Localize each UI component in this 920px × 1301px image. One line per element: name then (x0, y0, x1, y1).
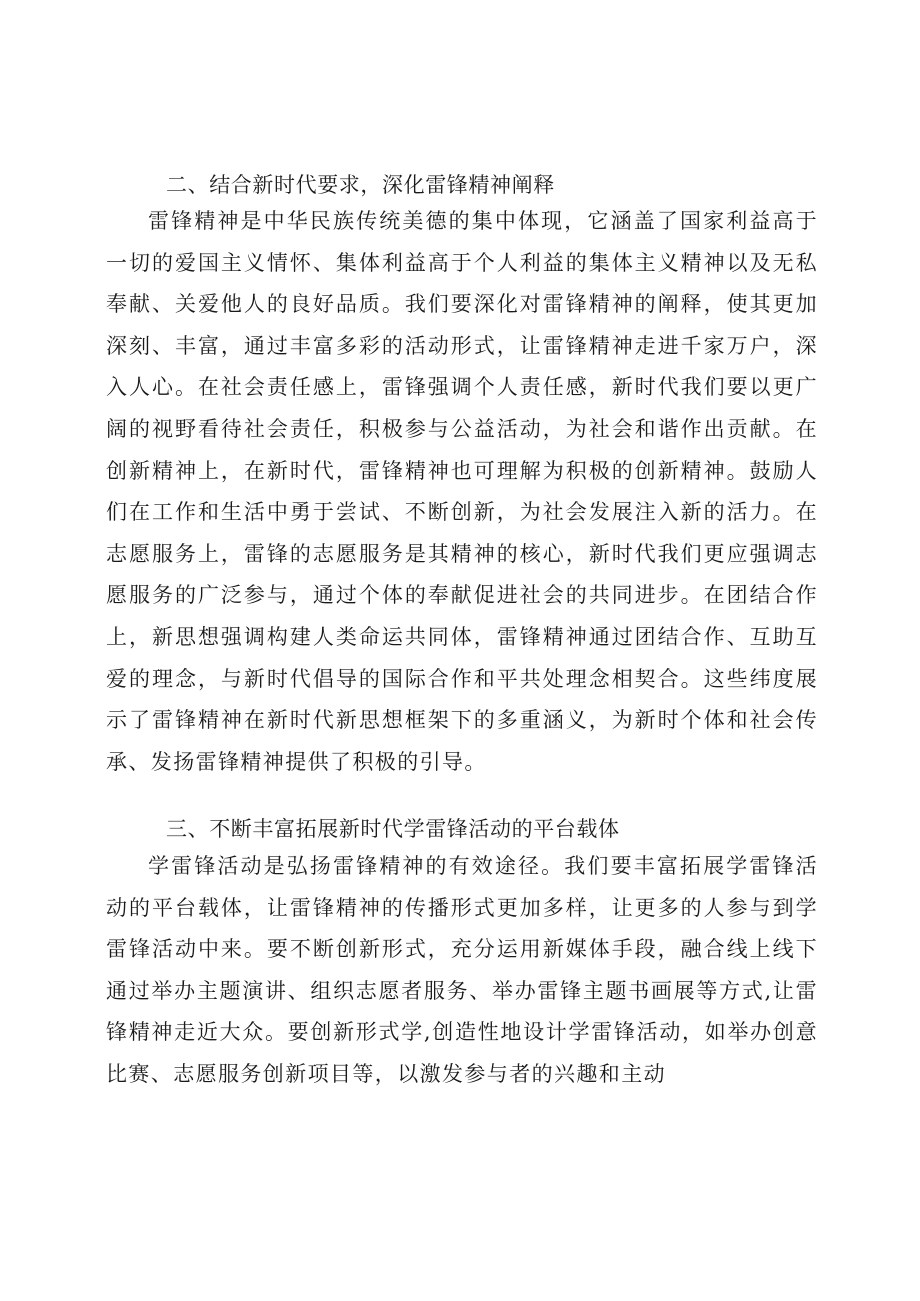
section-paragraph-2: 雷锋精神是中华民族传统美德的集中体现，它涵盖了国家利益高于一切的爱国主义情怀、集体利益高于个人利益的集体主义精神以及无私奉献、关爱他人的良好品质。我们要深化对雷锋精神的阐释，使其更加深刻、丰富，通过丰富多彩的活动形式，让雷锋精神走进千家万户，深入人心。在社会责任感上，雷锋强调个人责任感，新时代我们要以更广阔的视野看待社会责任，积极参与公益活动，为社会和谐作出贡献。在创新精神上，在新时代，雷锋精神也可理解为积极的创新精神。鼓励人们在工作和生活中勇于尝试、不断创新，为社会发展注入新的活力。在志愿服务上，雷锋的志愿服务是其精神的核心，新时代我们更应强调志愿服务的广泛参与，通过个体的奉献促进社会的共同进步。在团结合作上，新思想强调构建人类命运共同体，雷锋精神通过团结合作、互助互爱的理念，与新时代倡导的国际合作和平共处理念相契合。这些纬度展示了雷锋精神在新时代新思想框架下的多重涵义，为新时个体和社会传承、发扬雷锋精神提供了积极的引导。 (106, 209, 818, 774)
section-heading-3: 三、不断丰富拓展新时代学雷锋活动的平台载体 (166, 817, 620, 841)
section-paragraph-3: 学雷锋活动是弘扬雷锋精神的有效途径。我们要丰富拓展学雷锋活动的平台载体，让雷锋精神的传播形式更加多样，让更多的人参与到学雷锋活动中来。要不断创新形式，充分运用新媒体手段，融合线上线下通过举办主题演讲、组织志愿者服务、举办雷锋主题书画展等方式,让雷锋精神走近大众。要创新形式学,创造性地设计学雷锋活动，如举办创意比赛、志愿服务创新项目等，以激发参与者的兴趣和主动 (106, 854, 818, 1086)
section-heading-2: 二、结合新时代要求，深化雷锋精神阐释 (166, 173, 555, 197)
